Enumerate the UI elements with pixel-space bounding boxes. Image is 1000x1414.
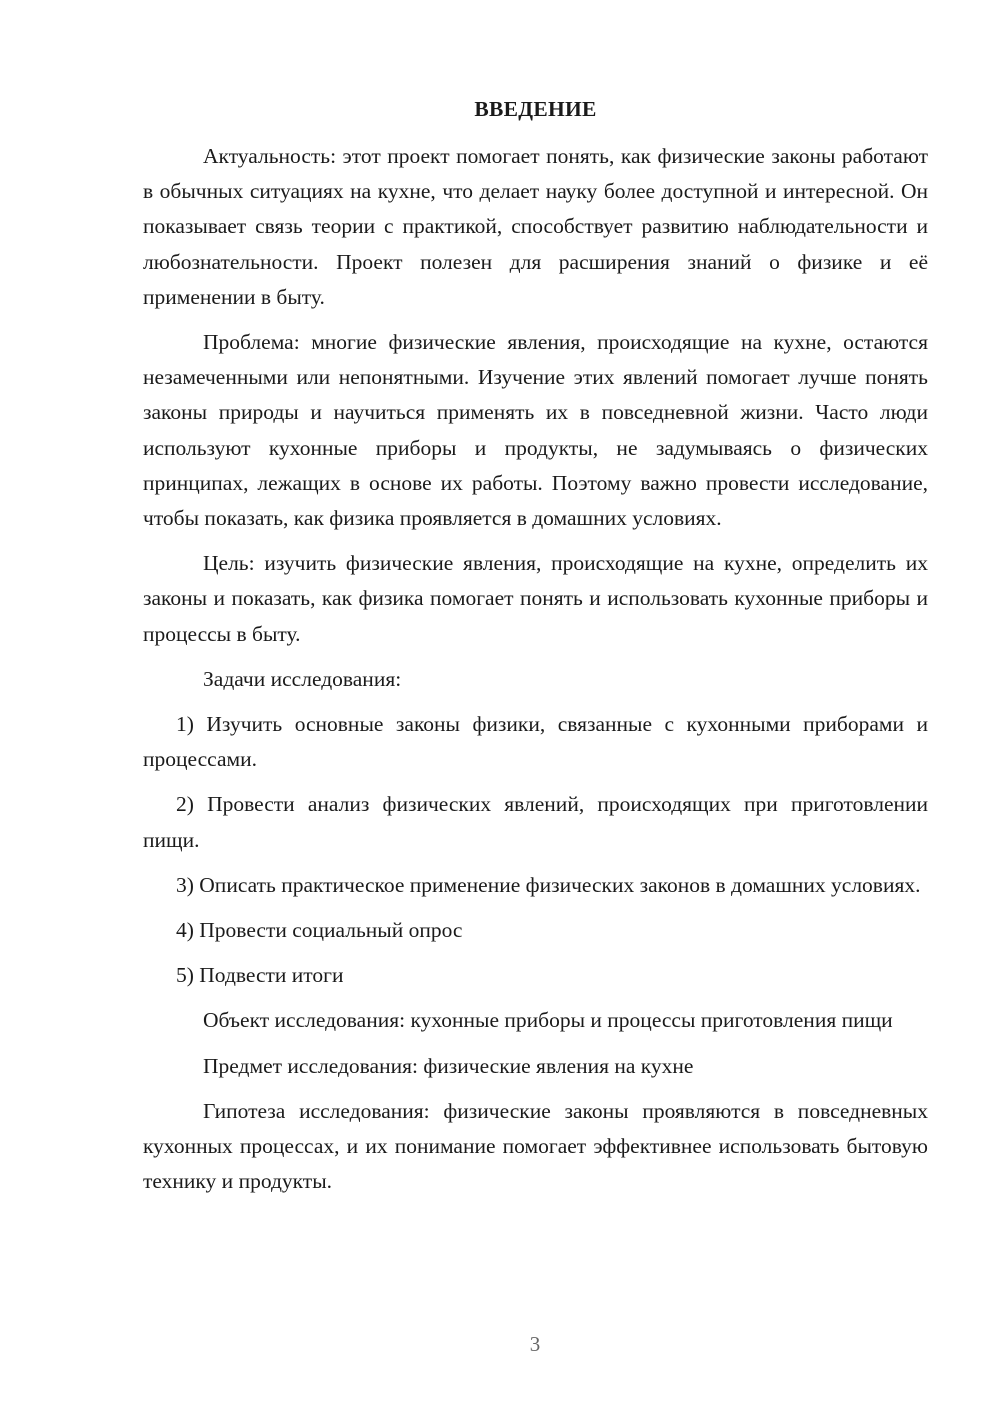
task-item-2: 2) Провести анализ физических явлений, происходящих при приготовлении пищи. xyxy=(143,792,928,852)
page-title: ВВЕДЕНИЕ xyxy=(474,97,597,121)
document-body xyxy=(143,92,928,1199)
task-item-1: 1) Изучить основные законы физики, связанные с кухонными приборами и процессами. xyxy=(143,712,928,772)
task-item-5: 5) Подвести итоги xyxy=(176,963,344,988)
object-paragraph: Объект исследования: кухонные приборы и процессы приготовления пищи xyxy=(203,1008,893,1033)
problem-paragraph: Проблема: многие физические явления, происходящие на кухне, остаются незамеченными или непонятными. Изучение этих явлений помогает лучше понять законы природы и научиться применять их в повседневной жизни. Часто люди используют кухонные приборы и продукты, не задумываясь о физических принципах, лежащих в основе их работы. Поэтому важно провести исследование, чтобы показать, как физика проявляется в домашних условиях. xyxy=(143,330,928,531)
subject-paragraph: Предмет исследования: физические явления на кухне xyxy=(203,1053,694,1078)
hypothesis-paragraph: Гипотеза исследования: физические законы проявляются в повседневных кухонных процессах, и их понимание помогает эффективнее использовать бытовую технику и продукты. xyxy=(143,1098,928,1194)
relevance-paragraph: Актуальность: этот проект помогает понять, как физические законы работают в обычных ситуациях на кухне, что делает науку более доступной и интересной. Он показывает связь теории с практикой, способствует развитию наблюдательности и любознательности. Проект полезен для расширения знаний о физике и её применении в быту. xyxy=(143,144,928,309)
page-number: 3 xyxy=(529,1332,541,1356)
task-item-3: 3) Описать практическое применение физических законов в домашних условиях. xyxy=(176,872,921,897)
task-item-4: 4) Провести социальный опрос xyxy=(176,918,463,943)
tasks-heading: Задачи исследования: xyxy=(203,666,402,691)
goal-paragraph: Цель: изучить физические явления, происходящие на кухне, определить их законы и показать, как физика помогает понять и использовать кухонные приборы и процессы в быту. xyxy=(143,551,928,646)
